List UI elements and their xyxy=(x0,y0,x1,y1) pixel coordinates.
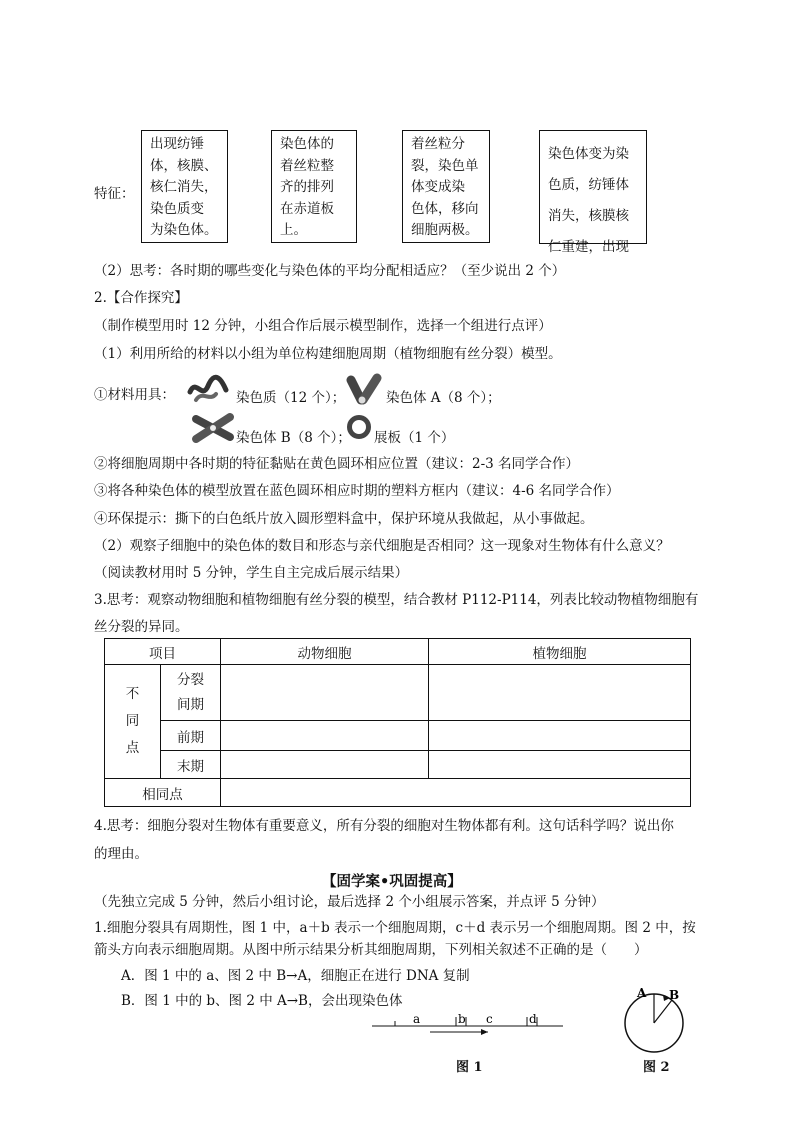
cell-animal-prophase[interactable] xyxy=(221,721,429,751)
segment-d-label: d xyxy=(529,1012,537,1026)
feature-box-prophase xyxy=(141,130,228,243)
feature-label: 特征： xyxy=(94,186,135,202)
box-line: 染色体的 xyxy=(280,136,334,152)
material-chromatin: 染色质（12 个）； xyxy=(236,390,346,406)
question-4-line-2: 的理由。 xyxy=(94,846,148,862)
box-line: 染色质变 xyxy=(150,200,204,217)
box-line: 色质，纺锤体 xyxy=(548,177,629,193)
question-2: （2）观察子细胞中的染色体的数目和形态与亲代细胞是否相同？这一现象对生物体有什么意义？ xyxy=(94,538,670,554)
box-line: 细胞两极。 xyxy=(411,222,479,238)
option-a: A．图 1 中的 a、图 2 中 B→A，细胞正在进行 DNA 复制 xyxy=(121,968,470,984)
problem-1-line-1: 1.细胞分裂具有周期性，图 1 中，a＋b 表示一个细胞周期，c＋d 表示另一个细胞周期。图 2 中，按 xyxy=(94,920,696,936)
material-chromosome-a: 染色体 A（8 个）； xyxy=(386,390,501,406)
consolidate-time: （先独立完成 5 分钟，然后小组讨论，最后选择 2 个小组展示答案，并点评 5 分钟） xyxy=(94,894,605,910)
box-line: 色体，移向 xyxy=(411,200,479,217)
comparison-table xyxy=(104,638,691,807)
point-a-label: A xyxy=(637,986,647,1000)
segment-b-label: b xyxy=(458,1012,466,1026)
question-3-line-2: 丝分裂的异同。 xyxy=(94,619,189,635)
differences-label xyxy=(105,665,161,779)
question-2-time: （阅读教材用时 5 分钟，学生自主完成后展示结果） xyxy=(94,565,409,581)
box-line: 消失，核膜核 xyxy=(548,208,629,224)
chromosome-b-image xyxy=(192,413,234,443)
row-similarities: 相同点 xyxy=(105,779,221,807)
coop-time: （制作模型用时 12 分钟，小组合作后展示模型制作，选择一个组进行点评） xyxy=(94,318,552,334)
header-item: 项目 xyxy=(105,639,221,665)
coop-title: 2.【合作探究】 xyxy=(94,290,188,306)
interphase-line: 间期 xyxy=(177,696,204,713)
interphase-line: 分裂 xyxy=(177,671,204,688)
figure-2-caption: 图 2 xyxy=(643,1060,670,1075)
cell-animal-interphase[interactable] xyxy=(221,665,429,721)
step-2: ②将细胞周期中各时期的特征黏贴在黄色圆环相应位置（建议：2-3 名同学合作） xyxy=(94,456,580,472)
feature-box-metaphase xyxy=(271,130,357,243)
question-3-line-1: 3.思考：观察动物细胞和植物细胞有丝分裂的模型，结合教材 P112-P114，列表比较动物植物细胞有 xyxy=(94,592,699,608)
figure-1-caption: 图 1 xyxy=(456,1060,483,1075)
feature-box-anaphase xyxy=(402,130,490,243)
material-chromosome-b: 染色体 B（8 个）； xyxy=(236,430,351,446)
segment-c-label: c xyxy=(486,1012,493,1026)
radius-b xyxy=(654,1000,672,1023)
cell-plant-telophase[interactable] xyxy=(429,751,691,779)
segment-a-label: a xyxy=(413,1012,421,1026)
materials-label: ①材料用具： xyxy=(94,387,175,403)
figure-2-circle xyxy=(620,982,696,1058)
box-line: 仁重建，出现 xyxy=(548,239,629,255)
feature-box-telophase xyxy=(539,130,647,255)
chromosome-a-image xyxy=(343,374,383,406)
diff-char: 点 xyxy=(125,740,140,756)
figure-1-timeline xyxy=(370,1008,570,1038)
row-prophase: 前期 xyxy=(161,721,221,751)
consolidate-heading: 【固学案•巩固提高】 xyxy=(322,873,462,890)
box-line: 出现纺锤 xyxy=(150,136,204,152)
cell-animal-telophase[interactable] xyxy=(221,751,429,779)
cell-plant-prophase[interactable] xyxy=(429,721,691,751)
box-line: 着丝粒分 xyxy=(411,136,465,152)
step-3: ③将各种染色体的模型放置在蓝色圆环相应时期的塑料方框内（建议：4-6 名同学合作） xyxy=(94,483,620,499)
problem-1-line-2: 箭头方向表示细胞周期。从图中所示结果分析其细胞周期，下列相关叙述不正确的是（ ） xyxy=(94,942,648,958)
material-board: 展板（1 个） xyxy=(374,430,455,446)
box-line: 体变成染 xyxy=(411,179,465,195)
think-question-2: （2）思考：各时期的哪些变化与染色体的平均分配相适应？（至少说出 2 个） xyxy=(94,263,566,279)
step-4: ④环保提示：撕下的白色纸片放入圆形塑料盒中，保护环境从我做起，从小事做起。 xyxy=(94,511,594,527)
cell-plant-interphase[interactable] xyxy=(429,665,691,721)
box-line: 在赤道板 xyxy=(280,200,334,217)
cell-similarities[interactable] xyxy=(221,779,691,807)
diff-char: 同 xyxy=(125,713,140,729)
display-board-image xyxy=(346,414,372,440)
box-line: 体，核膜、 xyxy=(150,157,218,174)
chromatin-image xyxy=(186,374,232,404)
row-telophase: 末期 xyxy=(161,751,221,779)
option-b: B．图 1 中的 b、图 2 中 A→B，会出现染色体 xyxy=(121,993,403,1009)
box-line: 为染色体。 xyxy=(150,222,218,238)
box-line: 上。 xyxy=(280,222,307,238)
box-line: 着丝粒整 xyxy=(280,157,334,174)
diff-char: 不 xyxy=(125,686,140,702)
coop-task-1: （1）利用所给的材料以小组为单位构建细胞周期（植物细胞有丝分裂）模型。 xyxy=(94,346,562,362)
question-4-line-1: 4.思考：细胞分裂对生物体有重要意义，所有分裂的细胞对生物体都有利。这句话科学吗？说出你 xyxy=(94,818,674,834)
box-line: 裂，染色单 xyxy=(411,157,479,174)
box-line: 染色体变为染 xyxy=(548,146,629,162)
point-b-label: B xyxy=(669,988,680,1002)
header-animal: 动物细胞 xyxy=(221,639,429,665)
box-line: 核仁消失， xyxy=(150,179,218,195)
arrow-head xyxy=(481,1029,488,1035)
header-plant: 植物细胞 xyxy=(429,639,691,665)
row-interphase xyxy=(161,665,221,721)
box-line: 齐的排列 xyxy=(280,179,334,195)
